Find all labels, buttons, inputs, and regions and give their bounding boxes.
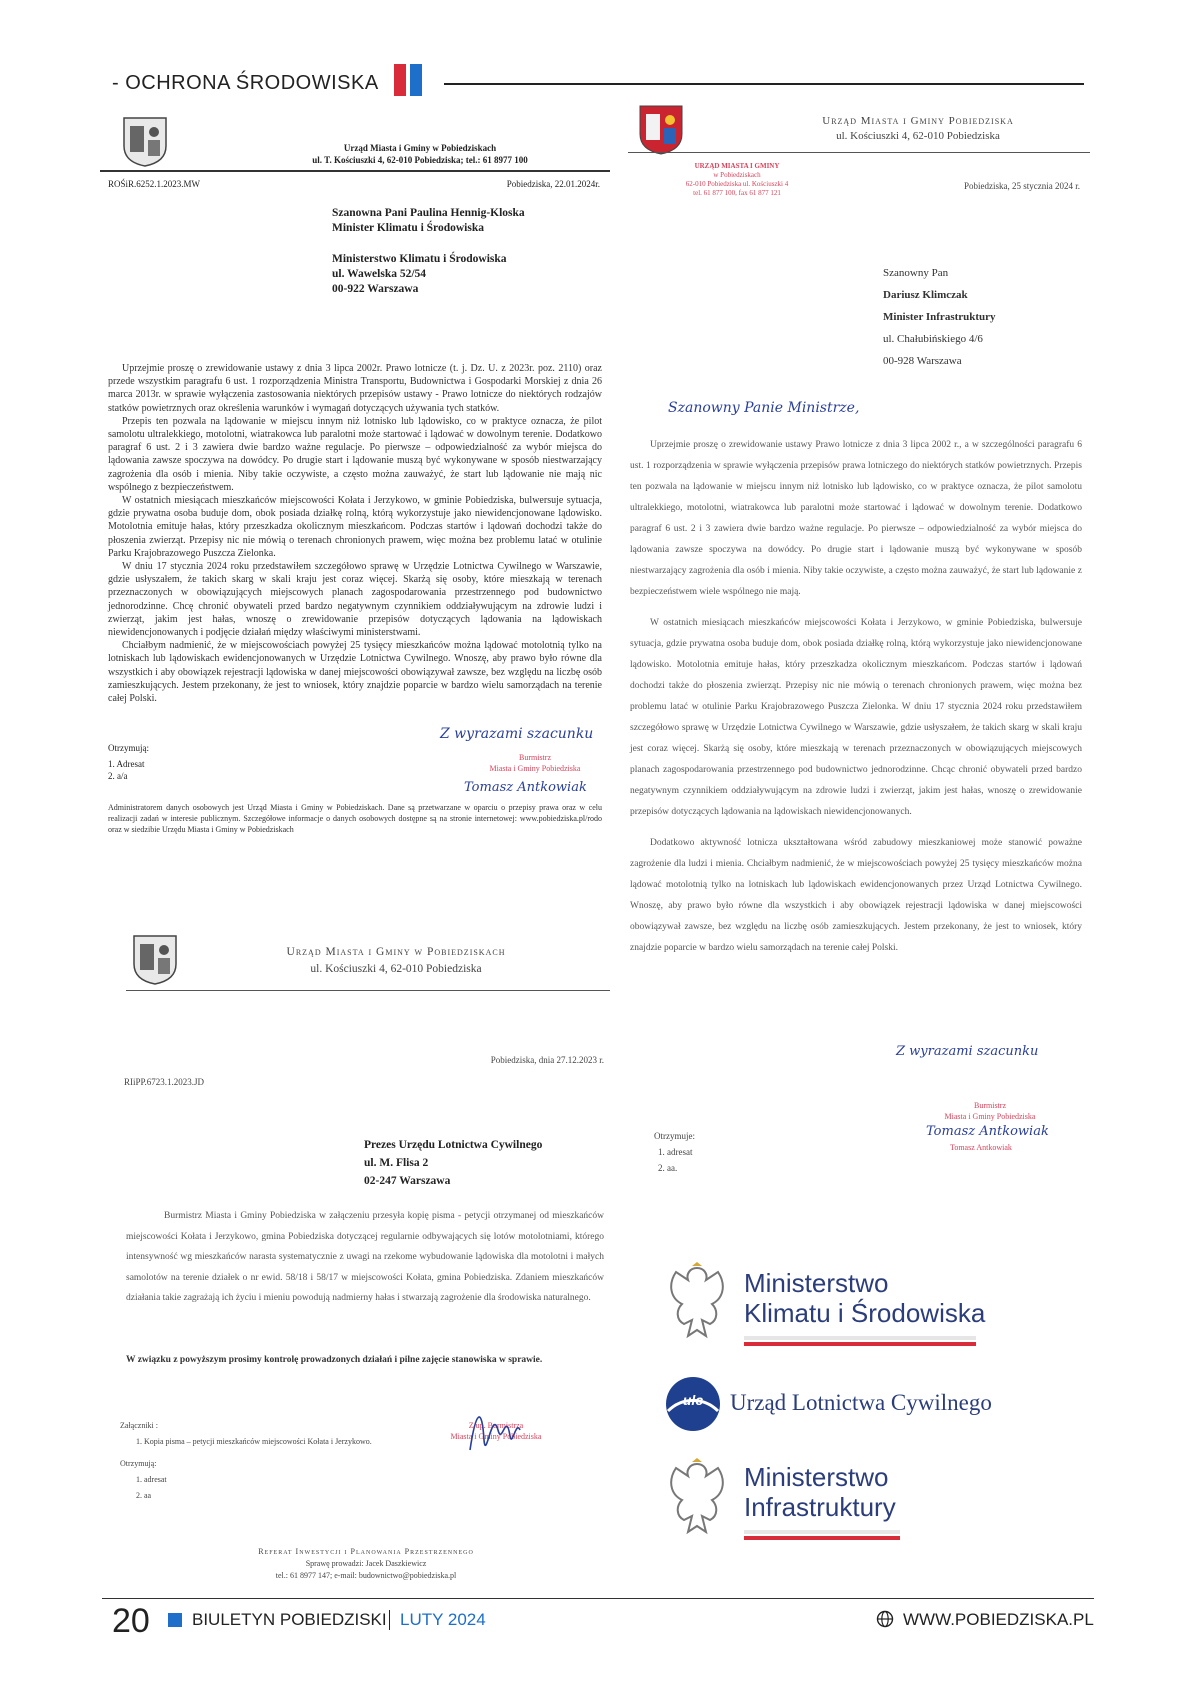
publication-name: BIULETYN POBIEDZISKI: [192, 1610, 387, 1629]
letter3-attachments: Załączniki : 1. Kopia pisma – petycji mieszkańców miejscowości Kołata i Jerzykowo. Otrzymują: 1. adresat 2. aa: [120, 1421, 372, 1500]
letter2-signature-name: Tomasz Antkowiak: [950, 1143, 1012, 1152]
letter2-stamp: Burmistrz Miasta i Gminy Pobiedziska: [944, 1101, 1036, 1121]
letter2-office-name: Urząd Miasta i Gminy Pobiedziska: [822, 115, 1014, 127]
letter3-body: Burmistrz Miasta i Gminy Pobiedziska w załączeniu przesyła kopię pisma - petycji otrzymanej od mieszkańców miejscowości Kołata i Jerzykowo, gmina Pobiedziska dotyczącej regularnie odbywających się lotów motolotniami, którego intensywność wg mieszkańców narasta systematycznie z uwagi na rzekome wybudowanie lądowiska dla motolotni i małych samolotów na terenie działek o nr ewid. 58/18 i 58/17 w miejscowości Kołata, gmina Pobiedziska. Zdaniem mieszkańców działania takie zagrażają ich życiu i mieniu powodują nadmierny hałas i stwarzają zagrożenie dla środowiska naturalnego.: [126, 1211, 604, 1303]
letter1-signature: Tomasz Antkowiak: [464, 780, 587, 795]
letter1-body: Uprzejmie proszę o zrewidowanie ustawy z dnia 3 lipca 2002r. Prawo lotnicze (t. j. Dz. U. z 2023r. poz. 2110) oraz przede wszystkim paragrafu 6 ust. 1 rozporządzenia Ministra Transportu, Budownictwa i Gospodarki Morskiej z dnia 26 marca 2013r. w sprawie wyłączenia zastosowania niektórych przepisów ustawy - Prawo lotnicze do niektórych rodzajów statków powietrznych oraz określenia warunków i wymagań dotyczących używania tych statków. Przepis ten pozwala na lądowanie w miejscu innym niż lotnisko lub lądowisko, co w praktyce oznacza, że pilot samolotu ultralekkiego, motolotni, wiatrakowca lub paralotni może startować i lądować w dowolnym terenie. Dodatkowo paragraf 6 ust. 2 i 3 zawiera dwie bardzo ważne regulacje. Po pierwsze – odpowiedzialność za wybór miejsca do lądowania zawsze spoczywa na dowódcy. Po drugie start i lądowanie muszą być wykonywane w sposób niestwarzający zagrożenia dla osób i mienia. Niby takie oczywiste, a często można zauważyć, że start lub lądowanie nie mają nic wspólnego z bezpieczeństwem. W ostatnich miesiącach mieszkańców miejscowości Kołata i Jerzykowo, w gminie Pobiedziska, bulwersuje sytuacja, gdzie prywatna osoba buduje dom, obok posiada działkę rolną, którą wykorzystuje jako niewidencjonowane lądowisko. Motolotnia emituje hałas, który przeszkadza okolicznym mieszkańcom. Podczas startów i lądowań dochodzi także do płoszenia zwierząt. Przepisy nic nie mówią o terenach chronionych prawem, więc można bez problemu latać w otulinie Parku Krajobrazowego Puszcza Zielonka. W dniu 17 stycznia 2024 roku przedstawiłem szczegółowo sprawę w Urzędzie Lotnictwa Cywilnego w Warszawie, gdzie usłyszałem, że takich skarg w skali kraju jest coraz więcej. Skarżą się osoby, które mieszkają w terenach przeznaczonych w obowiązujących miejscowych planach zagospodarowania przestrzennego pod budownictwo jednorodzinne. Chcę chronić obywateli przed bardzo negatywnym czynnikiem oddziaływującym na zdrowie ludzi i zwierząt, jakim jest hałas, wnoszę o zrewidowanie przepisów dotyczących lądowania na lądowiskach niewidencjonowanych i podjęcie działań między właściwymi ministerstwami. Chciałbym nadmienić, że w miejscowościach powyżej 25 tysięcy mieszkańców można lądować motolotnią tylko na lotniskach lub lądowiskach ewidencjonowanych w Urzędzie Lotnictwa Cywilnego. Wnoszę, aby prawo było równe dla wszystkich i aby obowiązek rejestracji lądowiska w danej miejscowości obowiązywał zawsze, bez względu na liczbę osób zamieszkujących. Jestem przekonany, że jest to wniosek, który znajdzie poparcie w bardzo wielu samorządach na terenie całej Polski.: [108, 363, 602, 705]
flag-blue-stripe: [410, 64, 422, 96]
pobiedziska-crest-gray-icon: [132, 934, 178, 986]
letter3-reference: RIiPP.6723.1.2023.JD: [124, 1077, 205, 1087]
letter1-date: Pobiedziska, 22.01.2024r.: [506, 179, 600, 189]
footer-separator: [389, 1610, 390, 1630]
polish-eagle-icon: [662, 1262, 732, 1344]
logo-civil-aviation: Urząd Lotnictwa Cywilnego: [730, 1390, 992, 1415]
letter1-ministry-address: Ministerstwo Klimatu i Środowiska ul. Wawelska 52/54 00-922 Warszawa: [332, 253, 507, 295]
letter3-request: W związku z powyższym prosimy kontrolę prowadzonych działań i pilne zajęcie stanowiska w sprawie.: [126, 1355, 543, 1365]
letter1-stamp: Burmistrz Miasta i Gminy Pobiedziska: [489, 753, 581, 773]
letter2-addressee: Szanowny Pan Dariusz Klimczak Minister Infrastruktury ul. Chałubińskiego 4/6 00-928 Warszawa: [883, 267, 996, 367]
letter1-office-address: ul. T. Kościuszki 4, 62-010 Pobiedziska; tel.: 61 8977 100: [312, 155, 528, 165]
letter2-office-stamp: URZĄD MIASTA I GMINY w Pobiedziskach 62-010 Pobiedziska ul. Kościuszki 4 tel. 61 877 100, fax 61 877 121: [685, 162, 789, 197]
footer-rule: [102, 1598, 1094, 1599]
header-rule: [444, 83, 1084, 85]
logo-mi-bar-red: [744, 1536, 900, 1540]
letter2-receivers: Otrzymuje: 1. adresat 2. aa.: [654, 1131, 695, 1173]
flag-red-stripe: [394, 64, 406, 96]
section-title: - OCHRONA ŚRODOWISKA: [112, 72, 379, 94]
letter3-stamp: Z up. Burmistrza Miasta i Gminy Pobiedziska: [450, 1421, 542, 1441]
letter3-date: Pobiedziska, dnia 27.12.2023 r.: [490, 1055, 604, 1065]
letter1-receivers: Otrzymują: 1. Adresat 2. a/a: [108, 743, 149, 781]
logo-ministry-infrastructure: Ministerstwo Infrastruktury: [744, 1462, 896, 1522]
logo-mi-bar-white: [744, 1530, 900, 1534]
letter3-office-address: ul. Kościuszki 4, 62-010 Pobiedziska: [310, 963, 482, 975]
letter1-footnote: Administratorem danych osobowych jest Urząd Miasta i Gminy w Pobiedziskach. Dane są przetwarzane w oparciu o przepisy prawa oraz w celu realizacji zadań w interesie publicznym. Szczegółowe informacje o danych osobowych dostępne są na stronie internetowej: www.pobiedziska.pl/rodo oraz w siedzibie Urzędu Miasta i Gminy w Pobiedziskach: [108, 803, 602, 834]
letter1-office-name: Urząd Miasta i Gminy w Pobiedziskach: [343, 143, 497, 153]
letter2-date: Pobiedziska, 25 stycznia 2024 r.: [964, 181, 1080, 191]
letter1-closing: Z wyrazami szacunku: [440, 726, 594, 742]
logo-mkis-bar-white: [744, 1336, 976, 1340]
letter3-addressee: Prezes Urzędu Lotnictwa Cywilnego ul. M. Flisa 2 02-247 Warszawa: [364, 1139, 543, 1187]
logo-ministry-climate: Ministerstwo Klimatu i Środowiska: [744, 1268, 986, 1328]
letter-ministry-infrastructure: [628, 100, 1090, 1059]
letter2-closing: Z wyrazami szacunku: [896, 1044, 1039, 1059]
website-link[interactable]: WWW.POBIEDZISKA.PL: [903, 1610, 1094, 1629]
footer-square-icon: [168, 1613, 182, 1627]
letter-ministry-climate: [100, 112, 610, 902]
publication-issue: LUTY 2024: [400, 1610, 486, 1629]
letter3-signature-icon: [464, 1400, 524, 1464]
letter1-reference: ROŚiR.6252.1.2023.MW: [108, 179, 201, 189]
page-number: 20: [112, 1602, 150, 1640]
letter2-body: Uprzejmie proszę o zrewidowanie ustawy Prawo lotnicze z dnia 3 lipca 2002 r., a w szczególności paragrafu 6 ust. 1 rozporządzenia w sprawie wyłączenia przepisów prawa lotniczego do niektórych statków powietrznych. Przepis ten pozwala na lądowanie w miejscu innym niż lotnisko lub lądowisko, co w praktyce oznacza, że pilot samolotu ultralekkiego, motolotni, wiatrakowca lub paralotni może startować i lądować w dowolnym terenie. Dodatkowo paragraf 6 ust. 2 i 3 zawiera dwie bardzo ważne regulacje. Po pierwsze – odpowiedzialność za wybór miejsca do lądowania zawsze spoczywa na dowódcy. Po drugie start i lądowanie muszą być wykonywane w sposób niestwarzający zagrożenia dla osób i mienia. Niby takie oczywiste, a często można zauważyć, że start lub lądowanie z bezpieczeństwem wiele wspólnego nie mają. W ostatnich miesiącach mieszkańców miejscowości Kołata i Jerzykowo, w gminie Pobiedziska, bulwersuje sytuacja, gdzie prywatna osoba buduje dom, obok posiada działkę rolną, którą wykorzystuje jako niewidencjonowane lądowisko. Motolotnia emituje hałas, który przeszkadza okolicznym mieszkańcom. Podczas startów i lądowań dochodzi także do płoszenia zwierząt. Przepisy nic nie mówią o terenach chronionych prawem, więc można bez problemu latać w otulinie Parku Krajobrazowego Puszcza Zielonka. W dniu 17 stycznia 2024 roku przedstawiłem szczegółowo sprawę w Urzędzie Lotnictwa Cywilnego w Warszawie, gdzie usłyszałem, że takich skarg w skali kraju jest coraz więcej. Skarżą się osoby, które mieszkają w terenach przeznaczonych w obowiązujących miejscowych planach zagospodarowania przestrzennego pod budownictwo jednorodzinne. Chcąc chronić obywateli przed bardzo negatywnym czynnikiem oddziaływującym na zdrowie ludzi i zwierząt, jakim jest hałas, wnoszę o zrewidowanie przepisów dotyczących lądowania na lądowiskach niewidencjonowanych. Dodatkowo aktywność lotnicza ukształtowana wśród zabudowy mieszkaniowej może stanowić poważne zagrożenie dla ludzi i mienia. Chciałbym nadmienić, że w miejscowościach powyżej 25 tysięcy mieszkańców można lądować motolotnią tylko na lotniskach lub lądowiskach ewidencjonowanych przez Urząd Lotnictwa Cywilnego. Wnoszę, aby prawo było równe dla wszystkich i aby obowiązek rejestracji lądowiska w danej miejscowości obowiązywał zawsze, bez względu na liczbę osób zamieszkujących. Jestem przekonany, że jest to wniosek, który znajdzie poparcie w bardzo wielu samorządach na terenie całej Polski.: [630, 440, 1082, 953]
letter3-footer: Referat Inwestycji i Planowania Przestrzennego Sprawę prowadzi: Jacek Daszkiewicz tel.: 61 8977 147; e-mail: budownictwo@pobiedziska.pl: [258, 1547, 474, 1580]
polish-eagle-icon-2: [662, 1458, 732, 1540]
ulc-globe-icon: [664, 1375, 722, 1433]
letter-civil-aviation: [120, 930, 610, 1590]
pobiedziska-crest-color-icon: [638, 104, 684, 156]
pobiedziska-crest-icon: [122, 116, 168, 168]
svg-text:ulc: ulc: [682, 1392, 704, 1408]
globe-icon: [876, 1610, 894, 1628]
letter3-header-rule: [126, 990, 610, 991]
logo-mkis-bar-red: [744, 1342, 976, 1346]
letter1-header-rule: [100, 170, 610, 172]
letter2-header-rule: [628, 152, 1090, 153]
letter2-signature: Tomasz Antkowiak: [926, 1124, 1049, 1139]
letter2-office-address: ul. Kościuszki 4, 62-010 Pobiedziska: [836, 130, 1000, 142]
letter1-addressee: Szanowna Pani Paulina Hennig-Kloska Minister Klimatu i Środowiska: [332, 207, 525, 234]
letter3-office-name: Urząd Miasta i Gminy w Pobiedziskach: [286, 946, 506, 958]
letter2-salutation: Szanowny Panie Ministrze,: [668, 400, 860, 416]
